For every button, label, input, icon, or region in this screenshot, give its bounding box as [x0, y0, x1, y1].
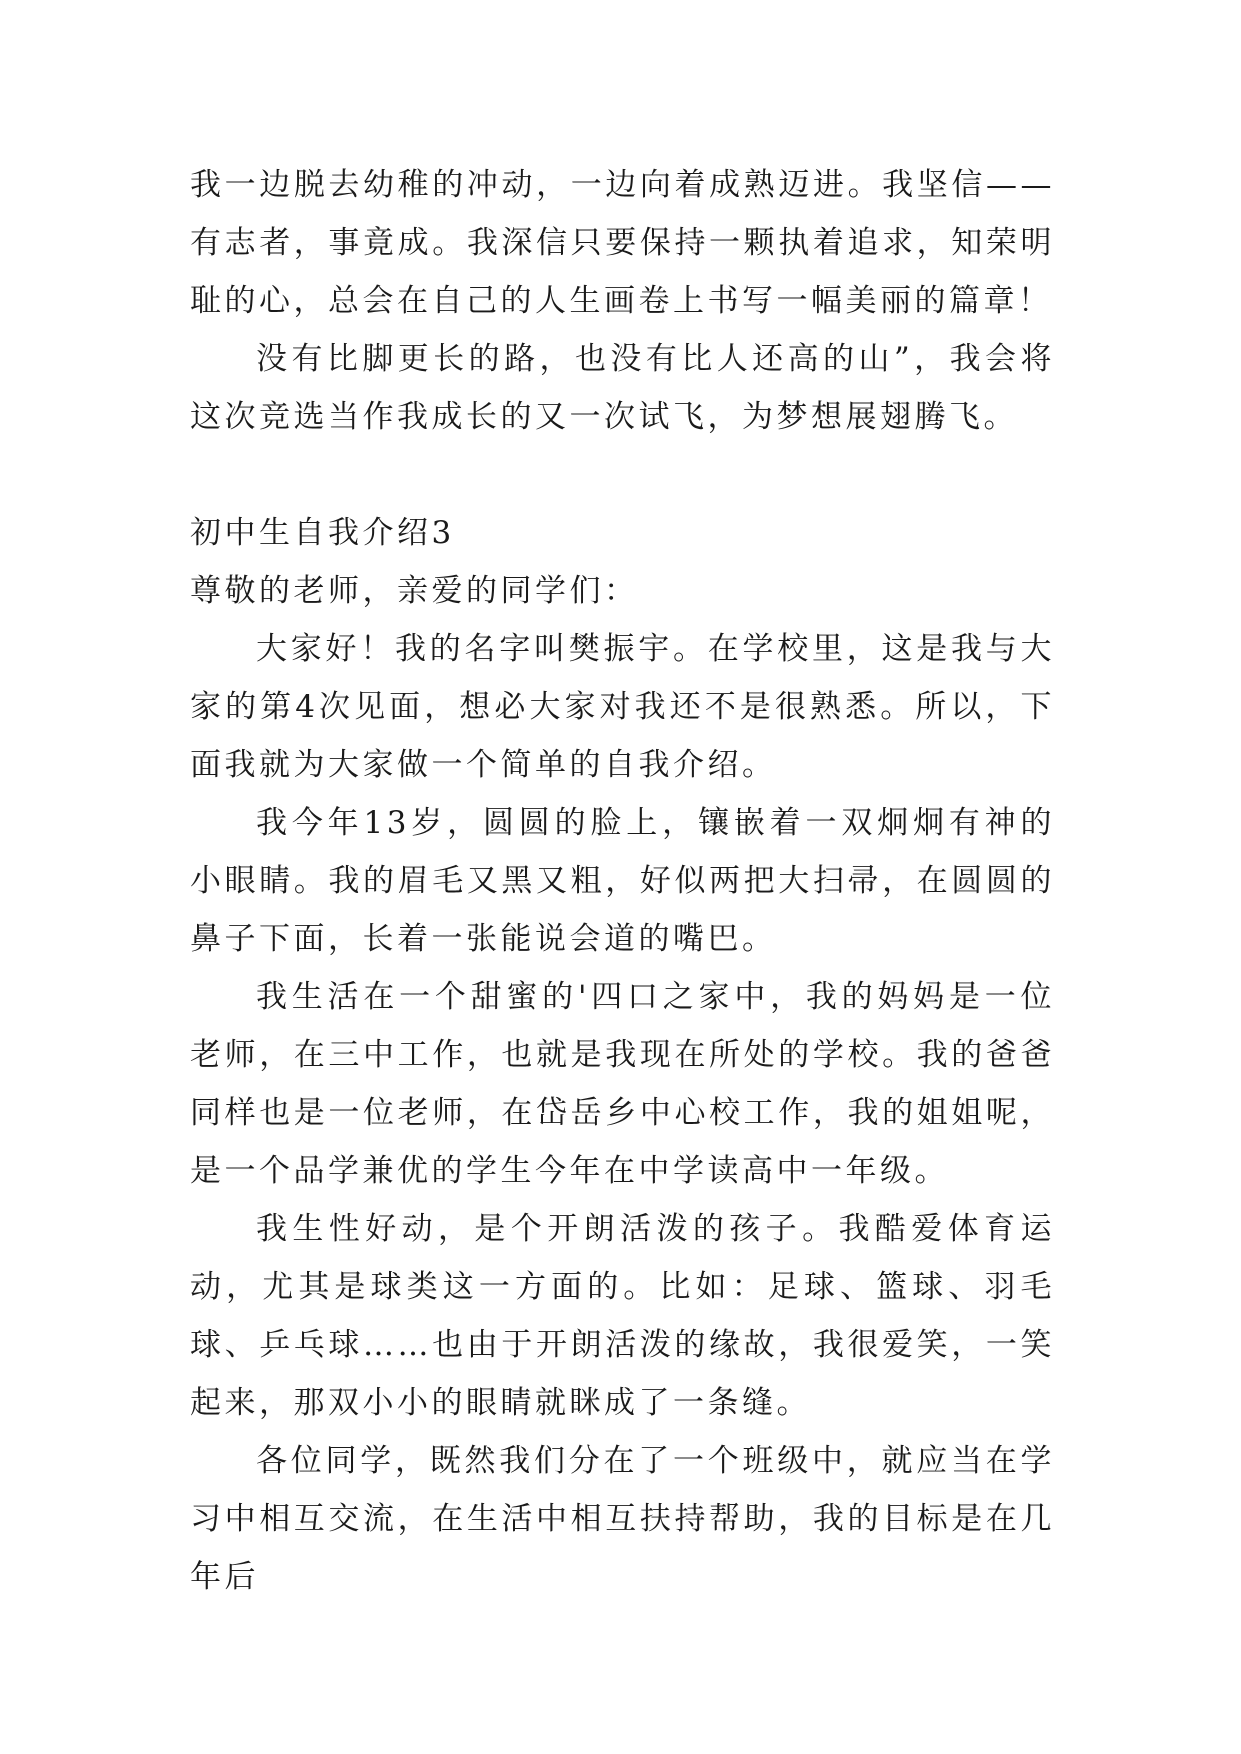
paragraph-appearance: 我今年13岁，圆圆的脸上，镶嵌着一双炯炯有神的小眼睛。我的眉毛又黑又粗，好似两把大扫帚，在圆圆的鼻子下面，长着一张能说会道的嘴巴。	[190, 805, 1055, 957]
paragraph-previous-ending: 我一边脱去幼稚的冲动，一边向着成熟迈进。我坚信——有志者，事竟成。我深信只要保持一颗执着追求，知荣明耻的心，总会在自己的人生画卷上书写一幅美丽的篇章！	[190, 167, 1055, 319]
salutation: 尊敬的老师，亲爱的同学们：	[190, 573, 639, 609]
paragraph-hobbies: 我生性好动，是个开朗活泼的孩子。我酷爱体育运动，尤其是球类这一方面的。比如：足球、篮球、羽毛球、乒乓球……也由于开朗活泼的缘故，我很爱笑，一笑起来，那双小小的眼睛就眯成了一条缝。	[190, 1211, 1055, 1421]
paragraph-campaign-closing: 没有比脚更长的路，也没有比人还高的山”，我会将这次竞选当作我成长的又一次试飞，为梦想展翅腾飞。	[190, 341, 1055, 435]
paragraph-greeting: 大家好！我的名字叫樊振宇。在学校里，这是我与大家的第4次见面，想必大家对我还不是很熟悉。所以，下面我就为大家做一个简单的自我介绍。	[190, 631, 1055, 783]
document-body	[190, 156, 1055, 1606]
section-title: 初中生自我介绍3	[190, 515, 455, 551]
paragraph-family: 我生活在一个甜蜜的'四口之家中，我的妈妈是一位老师，在三中工作，也就是我现在所处的学校。我的爸爸同样也是一位老师，在岱岳乡中心校工作，我的姐姐呢，是一个品学兼优的学生今年在中学读高中一年级。	[190, 979, 1055, 1189]
paragraph-goals: 各位同学，既然我们分在了一个班级中，就应当在学习中相互交流，在生活中相互扶持帮助，我的目标是在几年后	[190, 1443, 1055, 1595]
section-spacer	[190, 446, 1055, 504]
